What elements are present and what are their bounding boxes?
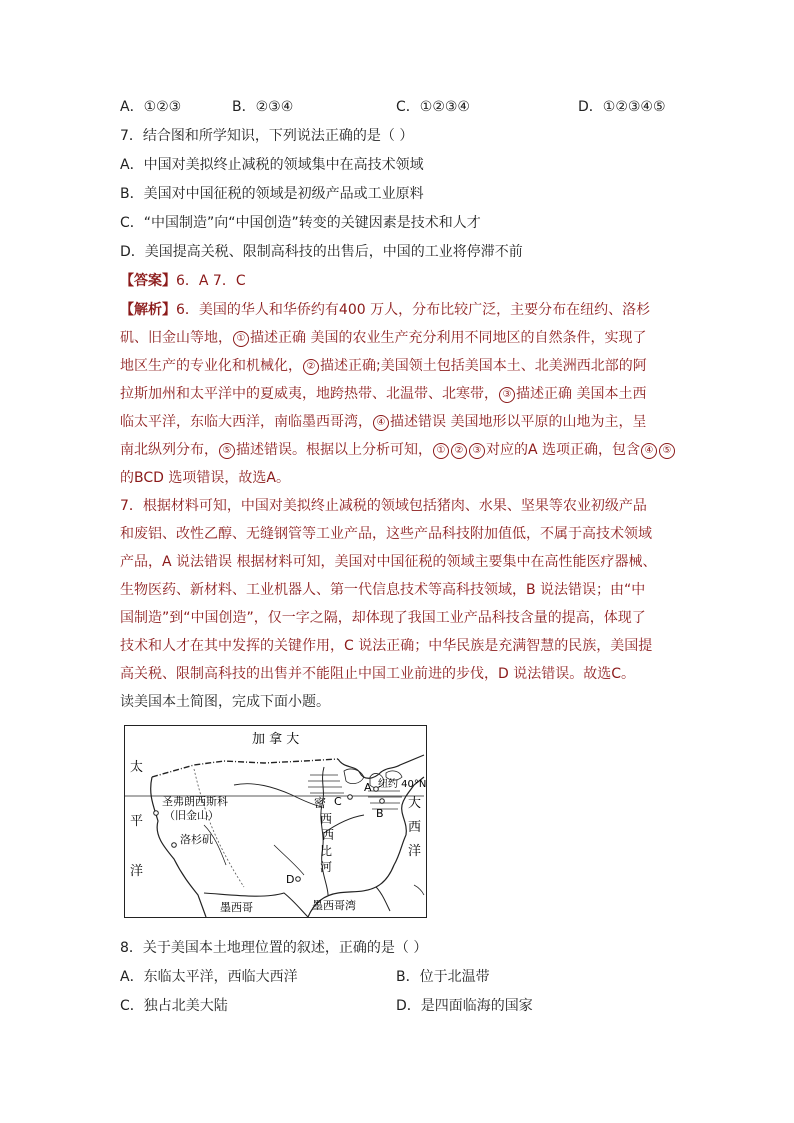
label-mississippi-5: 河 [320, 860, 333, 874]
q7-option-a: A．中国对美拟终止减税的领域集中在高技术领域 [120, 157, 424, 173]
sf-marker [154, 811, 159, 816]
label-atlantic-3: 洋 [408, 844, 422, 859]
q8-stem: 8．关于美国本土地理位置的叙述，正确的是（ ） [120, 940, 428, 956]
label-pacific-2: 平 [130, 814, 144, 829]
q7-option-b: B．美国对中国征税的领域是初级产品或工业原料 [120, 186, 424, 202]
q6-option-a: A．①②③ [120, 99, 182, 115]
analysis-p2-3: 产品，A 说法错误 根据材料可知，美国对中国征税的领域主要集中在高性能医疗器械、 [120, 554, 657, 570]
q7-option-c: C．“中国制造”向“中国创造”转变的关键因素是技术和人才 [120, 215, 481, 231]
label-point-a: A [364, 781, 372, 794]
label-ny: 纽约 40°N [378, 779, 427, 790]
label-mississippi-1: 密 [314, 796, 327, 810]
q8-option-a: A．东临太平洋，西临大西洋 [120, 969, 298, 985]
label-mexico: 墨西哥 [220, 901, 253, 914]
q8-option-b: B．位于北温带 [396, 969, 490, 985]
label-sf-alt: （旧金山） [164, 809, 219, 822]
analysis-line-4: 拉斯加州和太平洋中的夏威夷，地跨热带、北温带、北寒带， ③ 描述正确 美国本土西 [120, 386, 647, 402]
analysis-p2-2: 和废铝、改性乙醇、无缝钢管等工业产品，这些产品科技附加值低，不属于高技术领域 [120, 526, 652, 542]
label-atlantic-1: 大 [408, 796, 422, 811]
la-marker [172, 843, 177, 848]
label-point-c: C [334, 795, 342, 808]
analysis-line-3: 地区生产的专业化和机械化， ② 描述正确;美国领土包括美国本土、北美洲西北部的阿 [120, 358, 647, 374]
answer-text: 6．A 7．C [176, 273, 246, 289]
q7-option-d: D．美国提高关税、限制高科技的出售后，中国的工业将停滞不前 [120, 244, 523, 260]
analysis-tag: 【解析】 [120, 302, 176, 318]
q8-option-d: D．是四面临海的国家 [396, 998, 533, 1014]
analysis-line-7: 的BCD 选项错误，故选A。 [120, 470, 290, 486]
analysis-line-5: 临太平洋，东临大西洋，南临墨西哥湾， ④ 描述错误 美国地形以平原的山地为主，呈 [120, 414, 647, 430]
analysis-line-6: 南北纵列分布， ⑤ 描述错误。根据以上分析可知， ① ② ③ 对应的A 选项正确，包含 ④ ⑤ [120, 440, 676, 460]
point-d-marker [296, 877, 301, 882]
analysis-p2-6: 技术和人才在其中发挥的关键作用，C 说法正确；中华民族是充满智慧的民族，美国提 [120, 638, 653, 654]
label-point-b: B [376, 807, 384, 820]
label-mississippi-3: 西 [322, 828, 335, 842]
analysis-p2-4: 生物医药、新材料、工业机器人、第一代信息技术等高科技领域，B 说法错误；由“中 [120, 582, 646, 598]
label-pacific-1: 太 [130, 760, 144, 775]
label-atlantic-2: 西 [408, 820, 422, 835]
q6-option-b: B．②③④ [232, 99, 294, 115]
answer-tag: 【答案】 [120, 273, 176, 289]
label-canada: 加 拿 大 [252, 732, 300, 747]
analysis-line-2: 矶、旧金山等地， ① 描述正确 美国的农业生产充分利用不同地区的自然条件，实现了 [120, 330, 647, 346]
analysis-p2-7: 高关税、限制高科技的出售并不能阻止中国工业前进的步伐，D 说法错误。故选C。 [120, 666, 636, 682]
q8-option-c: C．独占北美大陆 [120, 998, 228, 1014]
analysis-p2-1: 7．根据材料可知，中国对美拟终止减税的领域包括猪肉、水果、坚果等农业初级产品 [120, 498, 647, 514]
us-mainland-map [124, 725, 429, 920]
answer-line [120, 271, 246, 291]
q7-stem: 7．结合图和所学知识，下列说法正确的是（ ） [120, 128, 414, 144]
label-mississippi-4: 比 [320, 844, 333, 858]
map-intro: 读美国本土简图，完成下面小题。 [120, 694, 330, 710]
label-pacific-3: 洋 [130, 864, 144, 879]
point-c-marker [348, 795, 353, 800]
point-b-marker [380, 799, 385, 804]
label-sf: 圣弗朗西斯科 [162, 795, 228, 808]
label-la: 洛杉矶 [180, 833, 213, 846]
label-point-d: D [286, 873, 295, 886]
analysis-line-1: 【解析】6．美国的华人和华侨约有400 万人，分布比较广泛，主要分布在纽约、洛杉 [120, 302, 651, 318]
label-gulf: 墨西哥湾 [312, 899, 356, 912]
analysis-p2-5: 国制造”到“中国创造”，仅一字之隔，却体现了我国工业产品科技含量的提高，体现了 [120, 610, 646, 626]
q6-option-c: C．①②③④ [396, 99, 470, 115]
label-mississippi-2: 西 [320, 812, 333, 826]
q6-option-d: D．①②③④⑤ [578, 99, 666, 115]
